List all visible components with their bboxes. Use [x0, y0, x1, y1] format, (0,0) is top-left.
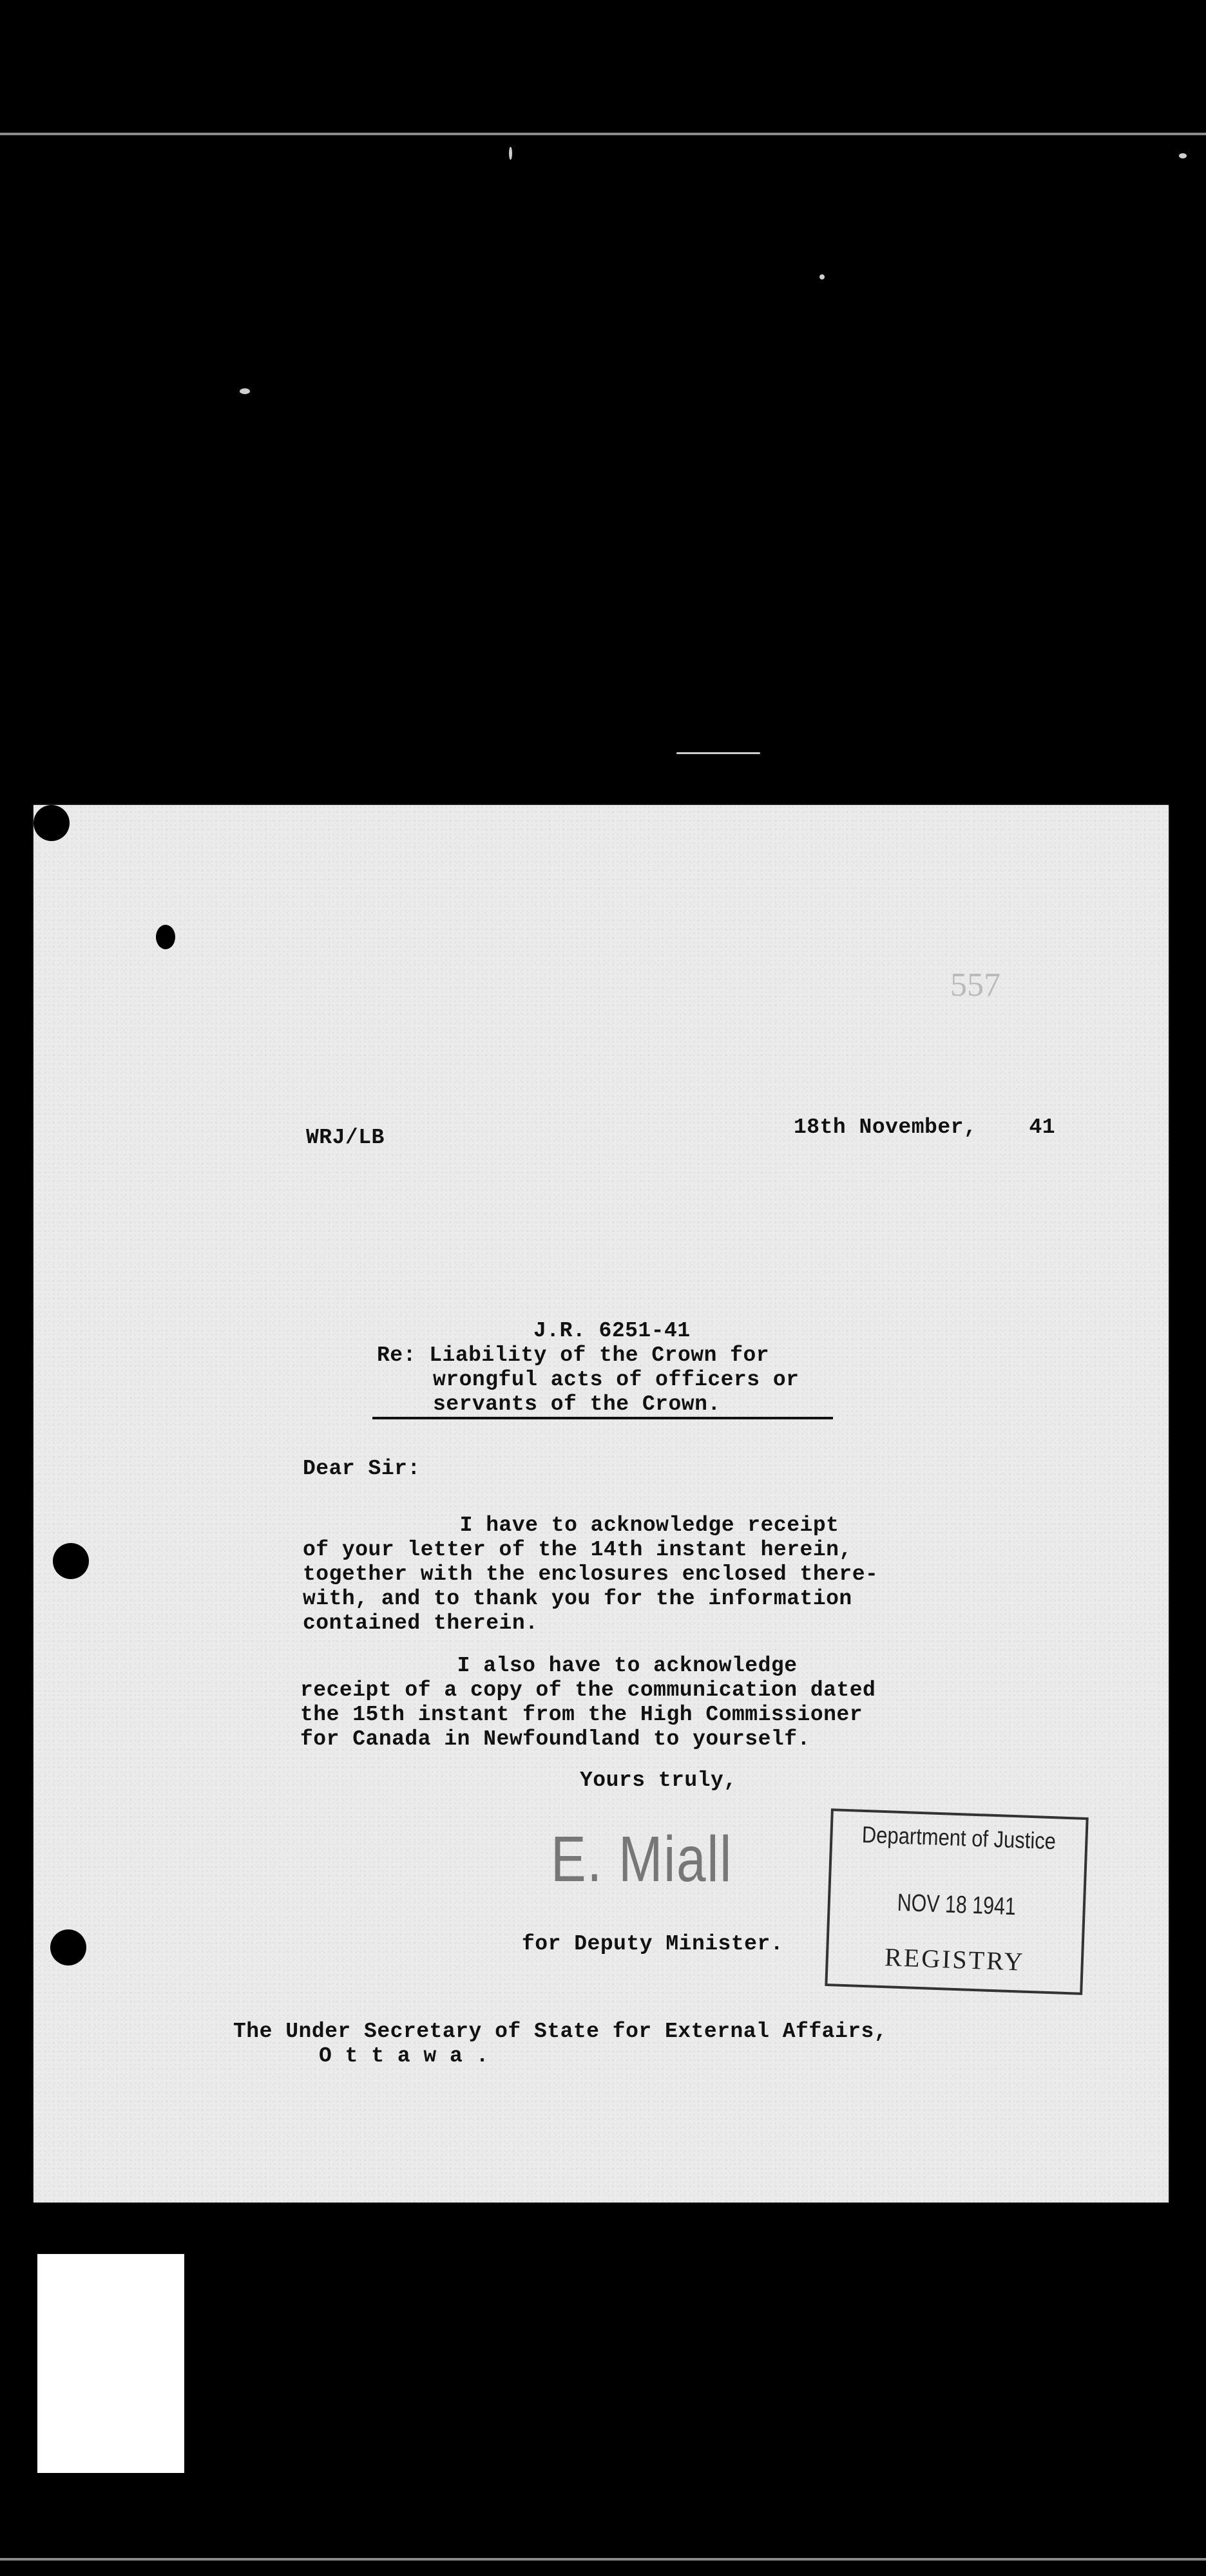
paragraph-1-line-2: of your letter of the 14th instant herein,	[303, 1538, 852, 1562]
salutation: Dear Sir:	[303, 1457, 421, 1481]
signature: E. Miall	[551, 1823, 732, 1895]
film-speck	[240, 388, 250, 394]
file-number: J.R. 6251-41	[533, 1319, 691, 1343]
paragraph-2-line-1: I also have to acknowledge	[300, 1654, 798, 1678]
addressee-line-2: O t t a w a .	[319, 2044, 489, 2068]
stamp-registry-label: REGISTRY	[884, 1942, 1026, 1976]
page-number: 557	[950, 967, 1000, 1003]
letter-page	[34, 805, 1169, 2202]
addressee-line-1: The Under Secretary of State for External Affairs,	[233, 2020, 888, 2043]
reference-code: WRJ/LB	[306, 1126, 385, 1150]
signatory-title: for Deputy Minister.	[522, 1932, 784, 1956]
letter-date: 18th November, 41	[794, 1115, 1056, 1139]
stamp-date: NOV 18 1941	[897, 1889, 1017, 1921]
subject-line-1: Re: Liability of the Crown for	[377, 1343, 770, 1367]
film-speck	[1179, 153, 1187, 158]
subject-line-3: servants of the Crown.	[433, 1392, 721, 1416]
paragraph-2-line-3: the 15th instant from the High Commissioner	[300, 1703, 863, 1727]
paragraph-1-line-3: together with the enclosures enclosed there-	[303, 1562, 879, 1586]
paragraph-1-line-4: with, and to thank you for the information	[303, 1587, 852, 1611]
paragraph-1-line-5: contained therein.	[303, 1611, 539, 1635]
stamp-title: Department of Justice	[861, 1821, 1057, 1855]
registry-stamp	[825, 1808, 1088, 1995]
subject-underline	[372, 1417, 833, 1419]
paragraph-2-line-2: receipt of a copy of the communication dated	[300, 1678, 876, 1702]
film-label-slip	[37, 2254, 184, 2473]
punch-hole-upper	[34, 805, 70, 841]
punch-hole-upper	[53, 1543, 89, 1579]
film-frame-top-line	[0, 133, 1206, 135]
film-speck	[819, 274, 825, 279]
film-frame-bottom-line	[0, 2558, 1206, 2561]
film-speck	[509, 147, 512, 160]
paragraph-1-line-1: I have to acknowledge receipt	[303, 1513, 839, 1537]
ink-blot	[156, 925, 175, 949]
subject-line-2: wrongful acts of officers or	[433, 1368, 799, 1392]
film-speck	[676, 752, 760, 754]
punch-hole-lower	[50, 1929, 86, 1965]
paragraph-2-line-4: for Canada in Newfoundland to yourself.	[300, 1727, 810, 1751]
closing: Yours truly,	[580, 1768, 737, 1792]
